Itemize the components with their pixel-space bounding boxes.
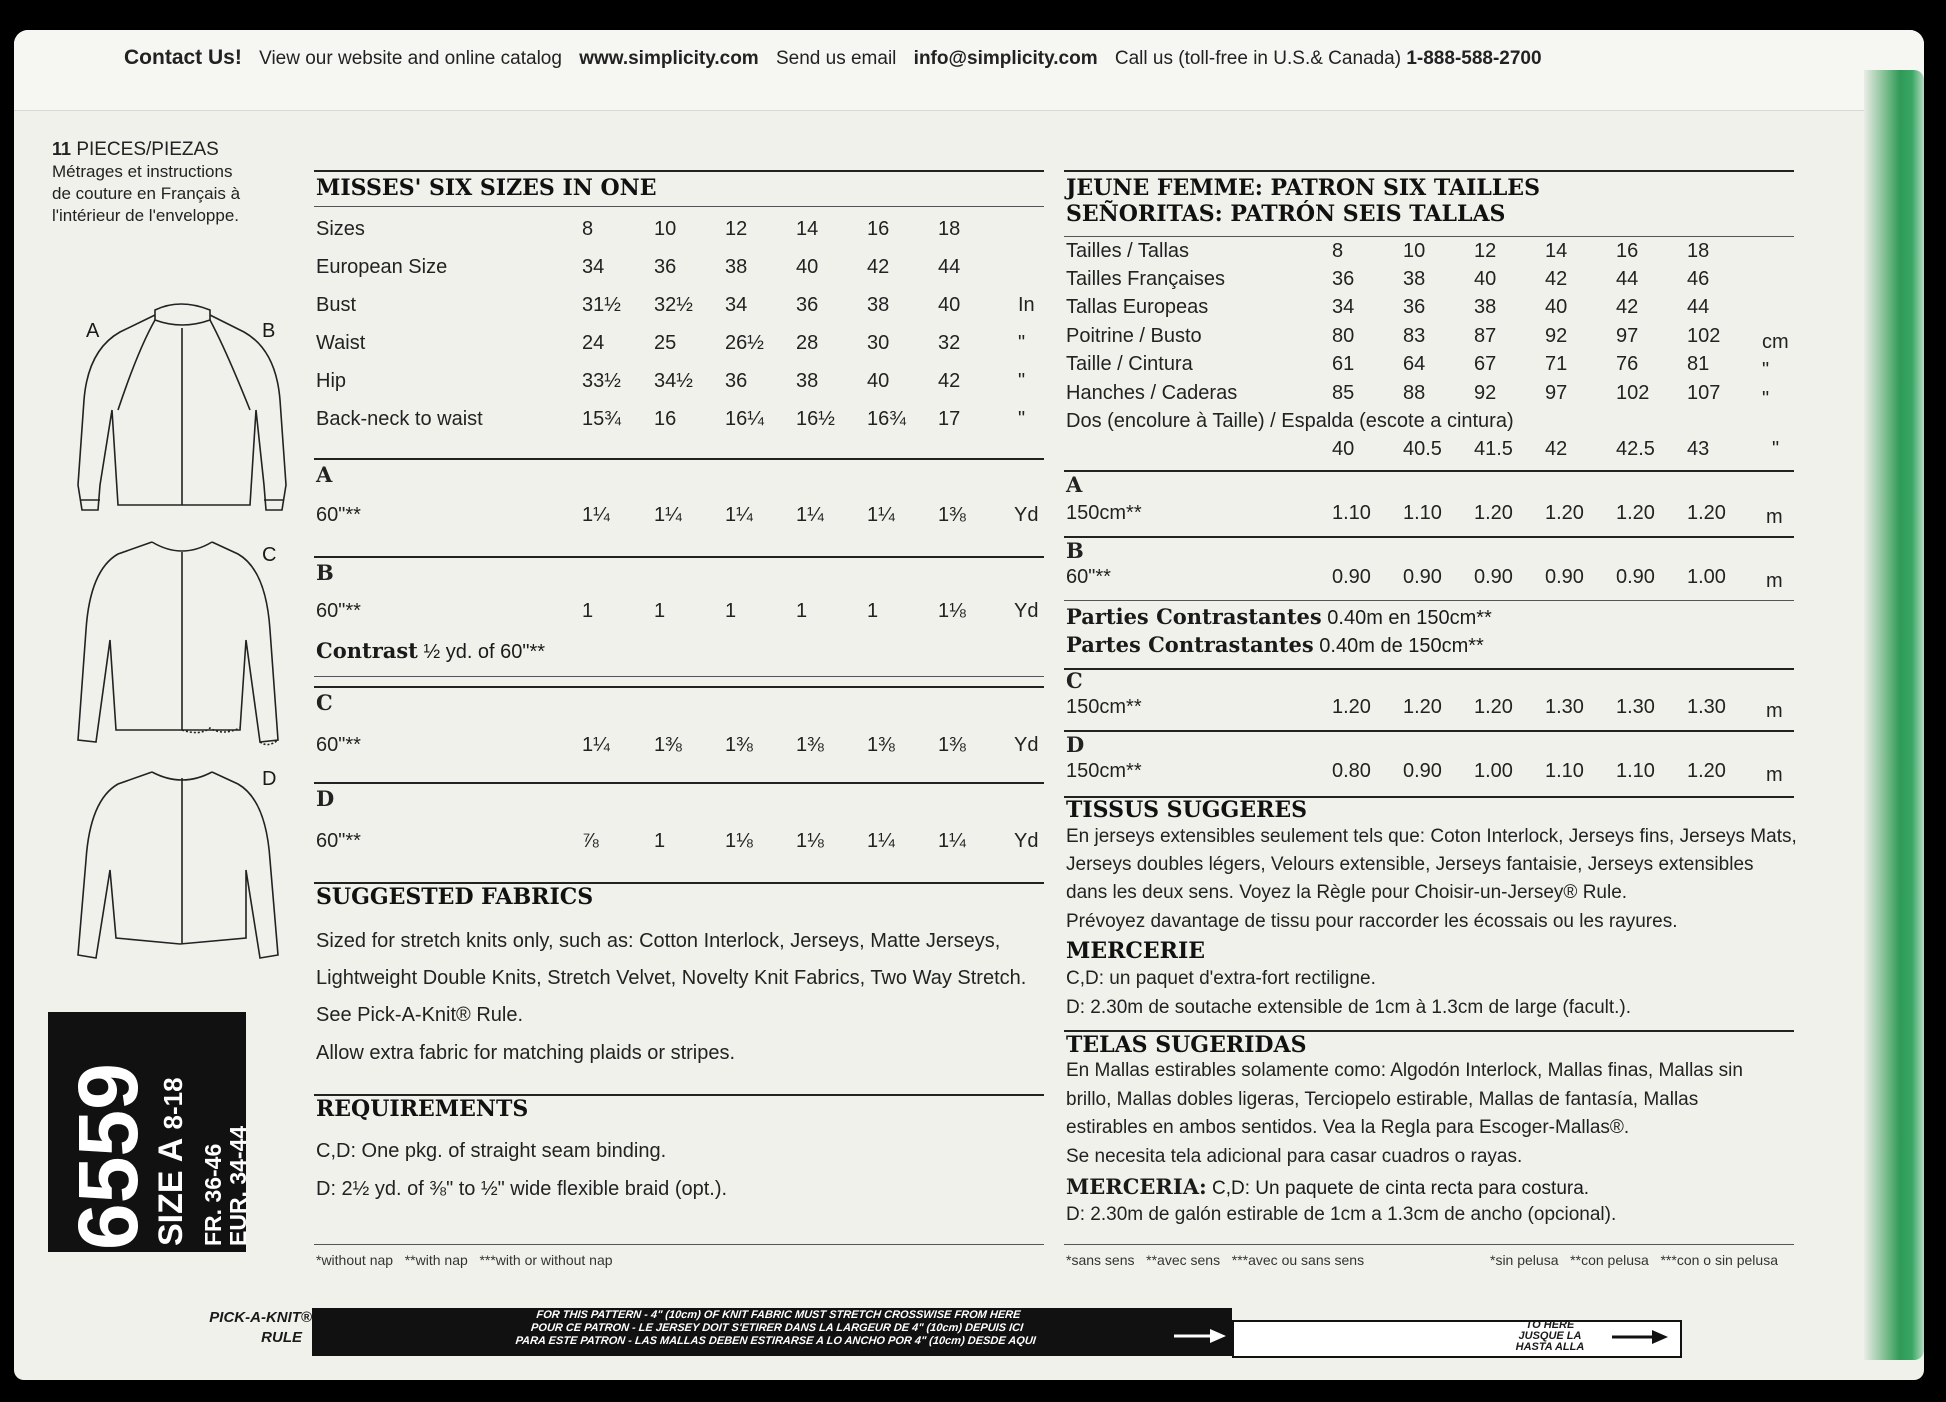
fabric-width: 60"** — [1066, 566, 1111, 588]
view-divider — [314, 676, 1044, 677]
measurement-row-label: Poitrine / Busto — [1066, 325, 1202, 347]
view-label-d: D — [262, 768, 277, 790]
measurement-value: 40 — [796, 256, 819, 278]
garment-view-c — [78, 542, 278, 745]
view-divider — [314, 458, 1044, 460]
to-here-1: TO HERE — [1525, 1319, 1575, 1331]
footnote-con-pelusa: **con pelusa — [1570, 1252, 1649, 1268]
measurement-row-label: Waist — [316, 332, 366, 354]
measurement-value: 10 — [1403, 240, 1426, 262]
rule-en-bottom — [314, 1244, 1044, 1245]
french-footnotes — [1066, 1252, 1364, 1268]
contrast-es-label: Partes Contrastantes — [1066, 632, 1314, 657]
fabric-width: 60"** — [316, 504, 361, 526]
measurement-value: 76 — [1616, 353, 1639, 375]
measurement-value: 34½ — [654, 370, 693, 392]
measurement-value: 32½ — [654, 294, 693, 316]
measurement-row-label: Tallas Europeas — [1066, 296, 1209, 318]
view-divider — [314, 556, 1044, 558]
website-link[interactable]: www.simplicity.com — [579, 48, 759, 69]
yardage-value: 0.90 — [1332, 566, 1371, 588]
measurement-value: 14 — [1545, 240, 1568, 262]
measurement-unit: cm — [1762, 331, 1789, 353]
measurement-value: 71 — [1545, 353, 1568, 375]
back-length-value: 41.5 — [1474, 438, 1513, 460]
measurement-value: 34 — [725, 294, 748, 316]
merceria-first: C,D: Un paquete de cinta recta para costura. — [1212, 1178, 1590, 1199]
measurement-value: 83 — [1403, 325, 1426, 347]
eur-size-label: EUR. 34-44 — [225, 1125, 251, 1246]
yardage-value: 1 — [654, 600, 666, 622]
arrow-right-icon — [1610, 1328, 1670, 1346]
rule-en-title — [314, 206, 1044, 207]
measurement-value: 36 — [654, 256, 677, 278]
yardage-value: 1¼ — [582, 734, 610, 756]
size-range: 8-18 — [158, 1077, 188, 1130]
view-letter: A — [1066, 472, 1083, 497]
view-letter: D — [316, 786, 335, 811]
tissus-line-4: Prévoyez davantage de tissu pour raccorder les écossais ou les rayures. — [1066, 911, 1678, 932]
contrast-es-value: 0.40m de 150cm** — [1319, 635, 1484, 657]
merceria-row — [1066, 1174, 1589, 1200]
yardage-value: 0.90 — [1616, 566, 1655, 588]
pieces-count: 11 — [52, 139, 72, 159]
yardage-value: 0.90 — [1474, 566, 1513, 588]
yardage-value: 1.20 — [1687, 502, 1726, 524]
fabric-width: 150cm** — [1066, 502, 1142, 524]
measurement-value: 88 — [1403, 382, 1426, 404]
measurement-value: 24 — [582, 332, 605, 354]
measurement-value: 40 — [867, 370, 890, 392]
requirements-line-1: C,D: One pkg. of straight seam binding. — [316, 1140, 667, 1162]
spanish-footnotes — [1490, 1252, 1778, 1268]
measurement-row-label: European Size — [316, 256, 448, 278]
back-length-value: 40.5 — [1403, 438, 1442, 460]
pick-a-knit-label-2: RULE — [261, 1329, 302, 1346]
contact-line — [124, 46, 1542, 70]
yardage-unit: Yd — [1014, 830, 1039, 852]
measurement-value: 34 — [1332, 296, 1355, 318]
yardage-value: 1.20 — [1474, 696, 1513, 718]
yardage-value: 1⅜ — [654, 734, 682, 756]
mercerie-line-2: D: 2.30m de soutache extensible de 1cm à 1.3cm de large (facult.). — [1066, 997, 1632, 1018]
fabric-width: 150cm** — [1066, 760, 1142, 782]
yardage-unit: m — [1766, 570, 1783, 592]
yardage-value: 1¼ — [725, 504, 753, 526]
pick-a-knit-label — [190, 1308, 312, 1348]
measurement-value: 107 — [1687, 382, 1721, 404]
contrast-fr-value: 0.40m en 150cm** — [1327, 607, 1492, 629]
measurement-value: 92 — [1545, 325, 1568, 347]
garment-illustrations — [60, 290, 300, 970]
measurement-value: 18 — [1687, 240, 1710, 262]
yardage-value: 1.20 — [1545, 502, 1584, 524]
view-divider — [314, 686, 1044, 688]
yardage-unit: m — [1766, 700, 1783, 722]
view-label-b: B — [262, 320, 276, 342]
footnote-avec-ou-sans-sens: ***avec ou sans sens — [1231, 1252, 1365, 1268]
phone-number: 1-888-588-2700 — [1406, 48, 1542, 69]
footnote-with-nap: **with nap — [404, 1252, 468, 1268]
yardage-value: 1 — [582, 600, 594, 622]
yardage-value: 1⅛ — [938, 600, 966, 622]
yardage-value: 1.20 — [1403, 696, 1442, 718]
mercerie-line-1: C,D: un paquet d'extra-fort rectiligne. — [1066, 968, 1376, 989]
yardage-value: 1 — [654, 830, 666, 852]
measurement-row-label: Back-neck to waist — [316, 408, 483, 430]
yardage-value: 1 — [725, 600, 737, 622]
footnote-with-or-without-nap: ***with or without nap — [479, 1252, 613, 1268]
measurement-value: 26½ — [725, 332, 764, 354]
yardage-value: 1¼ — [654, 504, 682, 526]
contact-band — [14, 30, 1924, 111]
contrast-row — [316, 638, 545, 664]
measurement-row-label: Sizes — [316, 218, 365, 240]
measurement-row-label: Hanches / Caderas — [1066, 382, 1238, 404]
fr-size-label: FR. 36-46 — [200, 1143, 226, 1246]
spanish-table-title: SEÑORITAS: PATRÓN SEIS TALLAS — [1066, 201, 1506, 227]
measurement-value: 42 — [1616, 296, 1639, 318]
yardage-value: 1.20 — [1474, 502, 1513, 524]
suggested-fabrics-title: SUGGESTED FABRICS — [316, 884, 594, 910]
yardage-value: 1.00 — [1687, 566, 1726, 588]
measurement-row-label: Tailles Françaises — [1066, 268, 1225, 290]
tissus-title: TISSUS SUGGERES — [1066, 797, 1308, 823]
measurement-value: 12 — [1474, 240, 1497, 262]
measurement-value: 30 — [867, 332, 890, 354]
measurement-value: 10 — [654, 218, 677, 240]
measurement-value: 85 — [1332, 382, 1355, 404]
english-footnotes — [316, 1252, 613, 1268]
phone-label: Call us (toll-free in U.S.& Canada) — [1114, 48, 1402, 69]
measurement-unit: " — [1018, 370, 1026, 392]
measurement-value: 36 — [796, 294, 819, 316]
view-label-c: C — [262, 544, 277, 566]
yardage-value: 1.30 — [1545, 696, 1584, 718]
yardage-value: 0.90 — [1403, 566, 1442, 588]
measurement-value: 64 — [1403, 353, 1426, 375]
yardage-value: 1 — [796, 600, 808, 622]
merceria-title: MERCERIA: — [1066, 1174, 1207, 1199]
fabric-width: 150cm** — [1066, 696, 1142, 718]
measurement-value: 36 — [1332, 268, 1355, 290]
footnote-avec-sens: **avec sens — [1146, 1252, 1221, 1268]
view-letter: A — [316, 462, 333, 487]
back-length-unit: " — [1772, 438, 1780, 460]
footnote-sans-sens: *sans sens — [1066, 1252, 1135, 1268]
measurement-value: 8 — [582, 218, 594, 240]
measurement-value: 97 — [1616, 325, 1639, 347]
measurement-value: 92 — [1474, 382, 1497, 404]
email-label: Send us email — [775, 48, 897, 69]
requirements-title: REQUIREMENTS — [316, 1096, 529, 1122]
pick-a-knit-line-1: FOR THIS PATTERN - 4" (10cm) OF KNIT FABRIC MUST STRETCH CROSSWISE FROM HERE — [535, 1309, 1022, 1321]
contrast-fr-row — [1066, 604, 1492, 630]
tissus-line-3: dans les deux sens. Voyez la Règle pour Choisir-un-Jersey® Rule. — [1066, 882, 1628, 903]
measurement-unit: " — [1762, 388, 1770, 410]
yardage-value: 1.20 — [1687, 760, 1726, 782]
garment-view-ab — [78, 304, 286, 510]
pick-a-knit-line-2: POUR CE PATRON - LE JERSEY DOIT S'ETIRER DANS LA LARGEUR DE 4" (10cm) DEPUIS ICI — [530, 1322, 1024, 1334]
yardage-value: 1⅜ — [867, 734, 895, 756]
measurement-value: 25 — [654, 332, 677, 354]
garment-view-d — [78, 772, 278, 958]
measurement-value: 33½ — [582, 370, 621, 392]
view-divider — [314, 782, 1044, 784]
view-letter: D — [1066, 732, 1085, 757]
yardage-value: 1.30 — [1616, 696, 1655, 718]
yardage-value: 1¼ — [867, 830, 895, 852]
measurement-value: 16½ — [796, 408, 835, 430]
measurement-value: 80 — [1332, 325, 1355, 347]
tissus-line-2: Jerseys doubles légers, Velours extensible, Jerseys fantaisie, Jerseys extensibles — [1066, 854, 1754, 875]
measurement-row-label: Bust — [316, 294, 357, 316]
measurement-value: 81 — [1687, 353, 1710, 375]
view-divider — [1064, 470, 1794, 472]
yardage-value: 1.10 — [1403, 502, 1442, 524]
measurement-value: 36 — [1403, 296, 1426, 318]
back-length-value: 42 — [1545, 438, 1568, 460]
pick-a-knit-text — [380, 1309, 1174, 1348]
measurement-value: 44 — [938, 256, 961, 278]
measurement-value: 16¾ — [867, 408, 906, 430]
measurement-value: 8 — [1332, 240, 1344, 262]
measurement-value: 18 — [938, 218, 961, 240]
yardage-value: 1.20 — [1332, 696, 1371, 718]
pieces-info — [52, 138, 240, 227]
view-divider — [1064, 668, 1794, 670]
measurement-value: 17 — [938, 408, 961, 430]
yardage-unit: Yd — [1014, 600, 1039, 622]
french-note-2: de couture en Français à — [52, 184, 241, 203]
measurement-unit: " — [1018, 408, 1026, 430]
french-table-title: JEUNE FEMME: PATRON SIX TAILLES — [1066, 175, 1540, 201]
yardage-value: 1⅜ — [938, 504, 966, 526]
yardage-value: 1.10 — [1332, 502, 1371, 524]
measurement-unit: " — [1018, 332, 1026, 354]
fabrics-line-1: Sized for stretch knits only, such as: Cotton Interlock, Jerseys, Matte Jerseys, — [316, 930, 1001, 952]
fabric-width: 60"** — [316, 734, 361, 756]
telas-line-1: En Mallas estirables solamente como: Algodón Interlock, Mallas finas, Mallas sin — [1066, 1060, 1743, 1081]
measurement-value: 97 — [1545, 382, 1568, 404]
yardage-value: 0.80 — [1332, 760, 1371, 782]
measurement-value: 16 — [867, 218, 890, 240]
measurement-value: 15¾ — [582, 408, 621, 430]
yardage-value: 1⅜ — [725, 734, 753, 756]
fabric-width: 60"** — [316, 830, 361, 852]
pick-a-knit-label-1: PICK-A-KNIT® — [209, 1309, 312, 1326]
contrast-es-row — [1066, 632, 1484, 658]
measurement-value: 38 — [725, 256, 748, 278]
yardage-value: 1.10 — [1616, 760, 1655, 782]
measurement-value: 46 — [1687, 268, 1710, 290]
measurement-value: 38 — [796, 370, 819, 392]
view-letter: B — [316, 560, 334, 585]
yardage-value: 1⅜ — [938, 734, 966, 756]
rule-fr-bottom — [1064, 1244, 1794, 1245]
measurement-value: 40 — [1474, 268, 1497, 290]
measurement-value: 40 — [1545, 296, 1568, 318]
rule-fr-top — [1064, 170, 1794, 172]
yardage-value: 1⅛ — [725, 830, 753, 852]
rule-fr-title — [1064, 236, 1794, 237]
view-letter: C — [316, 690, 333, 715]
telas-line-2: brillo, Mallas dobles ligeras, Terciopelo estirable, Mallas de fantasía, Mallas — [1066, 1089, 1699, 1110]
contact-title: Contact Us! — [124, 46, 242, 69]
email-link[interactable]: info@simplicity.com — [913, 48, 1098, 69]
to-here-3: HASTA ALLA — [1515, 1341, 1585, 1353]
requirements-line-2: D: 2½ yd. of ⅜" to ½" wide flexible braid (opt.). — [316, 1178, 728, 1200]
measurement-value: 102 — [1687, 325, 1721, 347]
merceria-second: D: 2.30m de galón estirable de 1cm a 1.3cm de ancho (opcional). — [1066, 1204, 1617, 1225]
view-letter: B — [1066, 538, 1084, 563]
measurement-value: 42 — [938, 370, 961, 392]
telas-title: TELAS SUGERIDAS — [1066, 1032, 1307, 1058]
measurement-row-label: Tailles / Tallas — [1066, 240, 1190, 262]
english-table-title: MISSES' SIX SIZES IN ONE — [316, 175, 657, 201]
yardage-value: ⅞ — [582, 830, 599, 852]
back-length-value: 40 — [1332, 438, 1355, 460]
measurement-value: 44 — [1687, 296, 1710, 318]
green-edge-decoration — [1864, 70, 1924, 1360]
tissus-line-1: En jerseys extensibles seulement tels que: Coton Interlock, Jerseys fins, Jerseys Mats, — [1066, 826, 1797, 847]
fabrics-line-4: Allow extra fabric for matching plaids or stripes. — [316, 1042, 736, 1064]
measurement-value: 16 — [654, 408, 677, 430]
yardage-value: 1⅛ — [796, 830, 824, 852]
back-length-value: 42.5 — [1616, 438, 1655, 460]
yardage-unit: Yd — [1014, 504, 1039, 526]
measurement-value: 102 — [1616, 382, 1650, 404]
contrast-label: Contrast — [316, 638, 418, 663]
yardage-value: 1.00 — [1474, 760, 1513, 782]
measurement-value: 16¼ — [725, 408, 764, 430]
pieces-label: PIECES/PIEZAS — [76, 139, 219, 160]
measurement-value: 38 — [1474, 296, 1497, 318]
to-here-text — [1500, 1320, 1600, 1353]
yardage-value: 1¼ — [582, 504, 610, 526]
measurement-value: 14 — [796, 218, 819, 240]
fabrics-line-3: See Pick-A-Knit® Rule. — [316, 1004, 524, 1026]
yardage-value: 1¼ — [867, 504, 895, 526]
measurement-unit: In — [1018, 294, 1035, 316]
measurement-value: 38 — [1403, 268, 1426, 290]
measurement-value: 61 — [1332, 353, 1355, 375]
measurement-value: 16 — [1616, 240, 1639, 262]
yardage-unit: m — [1766, 506, 1783, 528]
measurement-value: 67 — [1474, 353, 1497, 375]
measurement-value: 12 — [725, 218, 748, 240]
telas-line-4: Se necesita tela adicional para casar cuadros o rayas. — [1066, 1146, 1523, 1167]
contrast-fr-label: Parties Contrastantes — [1066, 604, 1322, 629]
yardage-value: 1.20 — [1616, 502, 1655, 524]
yardage-value: 1.10 — [1545, 760, 1584, 782]
view-divider — [1064, 536, 1794, 538]
view-divider — [1064, 600, 1794, 601]
contrast-value: ½ yd. of 60"** — [423, 641, 546, 663]
measurement-value: 42 — [867, 256, 890, 278]
french-note-1: Métrages et instructions — [52, 162, 233, 181]
arrow-right-icon — [1172, 1326, 1228, 1346]
telas-line-3: estirables en ambos sentidos. Vea la Regla para Escoger-Mallas®. — [1066, 1117, 1630, 1138]
yardage-value: 1 — [867, 600, 879, 622]
fabric-width: 60"** — [316, 600, 361, 622]
measurement-value: 87 — [1474, 325, 1497, 347]
pick-a-knit-line-3: PARA ESTE PATRON - LAS MALLAS DEBEN ESTIRARSE A LO ANCHO POR 4" (10cm) DESDE AQUI — [514, 1335, 1037, 1347]
yardage-value: 1¼ — [796, 504, 824, 526]
measurement-value: 44 — [1616, 268, 1639, 290]
view-divider — [1064, 730, 1794, 732]
footnote-con-o-sin-pelusa: ***con o sin pelusa — [1660, 1252, 1778, 1268]
to-here-2: JUSQUE LA — [1518, 1330, 1582, 1342]
yardage-value: 0.90 — [1403, 760, 1442, 782]
view-label-a: A — [86, 320, 100, 342]
yardage-value: 1⅜ — [796, 734, 824, 756]
measurement-value: 32 — [938, 332, 961, 354]
yardage-value: 1¼ — [938, 830, 966, 852]
size-label — [152, 1077, 191, 1246]
website-label: View our website and online catalog — [259, 48, 562, 69]
back-length-label: Dos (encolure à Taille) / Espalda (escote a cintura) — [1066, 410, 1514, 432]
pattern-number: 6559 — [61, 1063, 155, 1250]
measurement-value: 38 — [867, 294, 890, 316]
footnote-sin-pelusa: *sin pelusa — [1490, 1252, 1559, 1268]
rule-en-top — [314, 170, 1044, 172]
mercerie-title: MERCERIE — [1066, 938, 1206, 964]
measurement-value: 42 — [1545, 268, 1568, 290]
yardage-value: 1.30 — [1687, 696, 1726, 718]
view-letter: C — [1066, 668, 1083, 693]
measurement-unit: " — [1762, 359, 1770, 381]
fabrics-line-2: Lightweight Double Knits, Stretch Velvet, Novelty Knit Fabrics, Two Way Stretch. — [316, 967, 1027, 989]
measurement-value: 34 — [582, 256, 605, 278]
measurement-value: 36 — [725, 370, 748, 392]
size-letter: SIZE A — [152, 1138, 190, 1246]
french-note-3: l'intérieur de l'enveloppe. — [52, 206, 239, 225]
measurement-value: 31½ — [582, 294, 621, 316]
yardage-value: 0.90 — [1545, 566, 1584, 588]
measurement-row-label: Hip — [316, 370, 347, 392]
yardage-unit: m — [1766, 764, 1783, 786]
measurement-value: 40 — [938, 294, 961, 316]
footnote-without-nap: *without nap — [316, 1252, 394, 1268]
measurement-row-label: Taille / Cintura — [1066, 353, 1193, 375]
measurement-value: 28 — [796, 332, 819, 354]
back-length-value: 43 — [1687, 438, 1710, 460]
yardage-unit: Yd — [1014, 734, 1039, 756]
